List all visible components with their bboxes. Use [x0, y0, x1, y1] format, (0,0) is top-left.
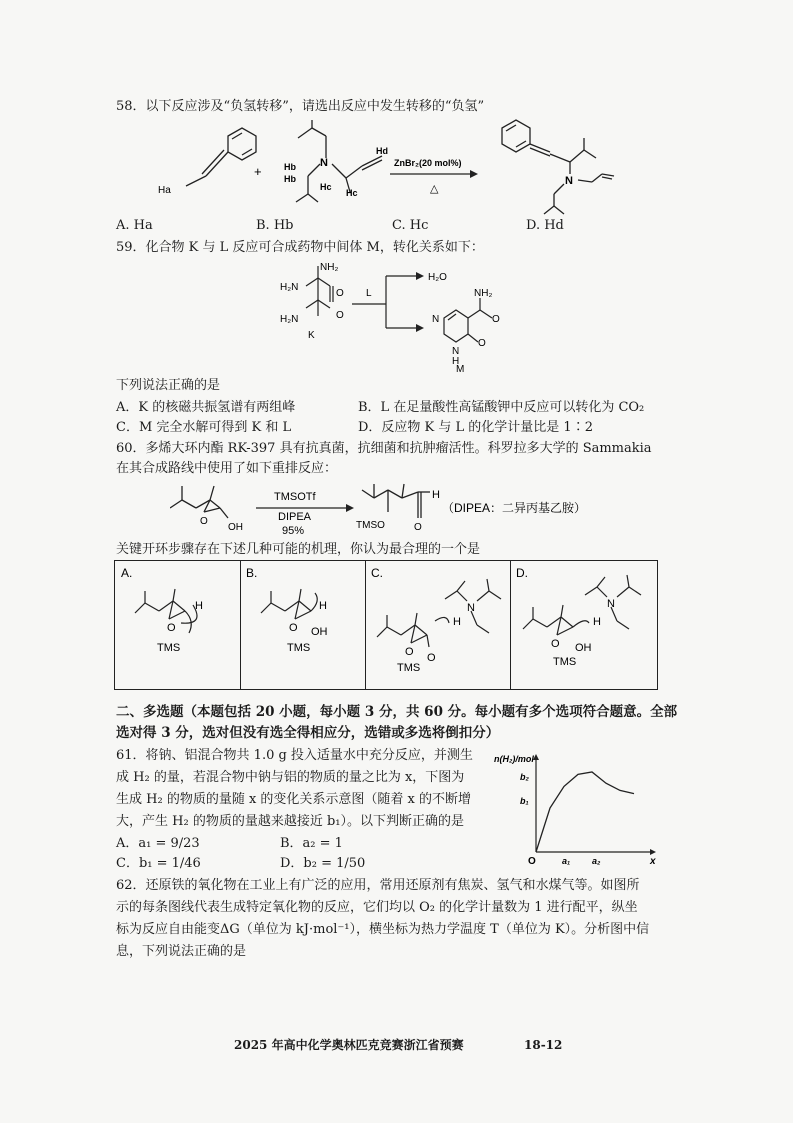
mechanism-b[interactable]	[246, 566, 328, 654]
dipea-note: （DIPEA：二异丙基乙胺）	[442, 501, 587, 515]
q58-option-d[interactable]: D. Hd	[526, 218, 564, 233]
m-label: M	[456, 364, 465, 375]
svg-text:H: H	[432, 489, 440, 501]
svg-text:C.: C.	[371, 566, 383, 580]
svg-text:Hd: Hd	[376, 146, 388, 156]
h2-curve	[536, 772, 634, 852]
x-tick-a1: a₁	[562, 856, 571, 866]
svg-text:TMSOTf: TMSOTf	[274, 491, 316, 503]
x-tick-a2: a₂	[592, 856, 601, 866]
q61-line2: 成 H₂ 的量，若混合物中钠与铝的物质的量之比为 x，下图为	[116, 770, 465, 785]
q58-option-c[interactable]: C. Hc	[392, 218, 429, 233]
svg-text:O: O	[336, 310, 344, 321]
svg-text:H: H	[452, 356, 460, 367]
mechanism-d[interactable]	[516, 566, 641, 668]
svg-text:N: N	[432, 314, 440, 325]
q59-option-b[interactable]: B．L 在足量酸性高锰酸钾中反应可以转化为 CO₂	[358, 400, 645, 415]
svg-text:Hc: Hc	[346, 188, 358, 198]
svg-text:ZnBr₂(20 mol%): ZnBr₂(20 mol%)	[394, 158, 462, 168]
q60-question: 关键开环步骤存在下述几种可能的机理，你认为最合理的一个是	[116, 542, 481, 557]
svg-text:N: N	[320, 157, 328, 169]
q62-line4: 息，下列说法正确的是	[116, 944, 247, 959]
svg-text:TMS: TMS	[397, 662, 421, 674]
svg-text:TMSO: TMSO	[356, 520, 385, 531]
svg-text:H₂O: H₂O	[428, 272, 447, 283]
svg-text:N: N	[607, 598, 615, 610]
svg-text:OH: OH	[228, 522, 243, 533]
ha-label: Ha	[158, 185, 171, 196]
q59-option-c[interactable]: C．M 完全水解可得到 K 和 L	[116, 420, 292, 435]
svg-text:OH: OH	[575, 642, 592, 654]
svg-text:O: O	[478, 338, 486, 349]
svg-text:△: △	[430, 183, 439, 195]
q58-stem: 58．以下反应涉及“负氢转移”，请选出反应中发生转移的“负氢”	[116, 99, 485, 114]
x-axis-label: x	[650, 856, 656, 867]
mechanism-table	[114, 560, 658, 690]
svg-text:O: O	[200, 516, 208, 527]
page-number: 18-12	[524, 1038, 563, 1052]
q61-option-a[interactable]: A．a₁ = 9/23	[116, 836, 200, 851]
svg-text:O: O	[414, 522, 422, 533]
svg-text:N: N	[467, 602, 475, 614]
svg-text:TMS: TMS	[287, 642, 311, 654]
section2-heading-line2: 选对得 3 分，选对但没有选全得相应分，选错或多选将倒扣分）	[116, 725, 500, 741]
q61-option-b[interactable]: B．a₂ = 1	[280, 836, 343, 851]
l-label: L	[366, 288, 372, 299]
q61-chart	[490, 752, 660, 870]
svg-text:OH: OH	[311, 626, 328, 638]
svg-text:H₂N: H₂N	[280, 314, 299, 325]
mechanism-a[interactable]	[121, 566, 203, 654]
q59-intro: 下列说法正确的是	[116, 378, 221, 393]
svg-text:O: O	[167, 622, 176, 634]
q61-option-d[interactable]: D．b₂ = 1/50	[280, 856, 366, 871]
svg-text:Hb: Hb	[284, 174, 296, 184]
svg-text:H: H	[453, 616, 461, 628]
q62-line3: 标为反应自由能变ΔG（单位为 kJ·mol⁻¹），横坐标为热力学温度 T（单位为 K）。分析图中信	[116, 922, 650, 937]
svg-text:DIPEA: DIPEA	[278, 511, 312, 523]
q60-stem-line1: 60．多烯大环内酯 RK-397 具有抗真菌，抗细菌和抗肿瘤活性。科罗拉多大学的 Sammakia	[116, 441, 652, 456]
q58-option-b[interactable]: B. Hb	[256, 218, 294, 233]
svg-text:H₂N: H₂N	[280, 282, 299, 293]
svg-text:TMS: TMS	[553, 656, 577, 668]
q59-option-d[interactable]: D．反应物 K 与 L 的化学计量比是 1∶2	[358, 420, 593, 435]
svg-text:H: H	[593, 616, 601, 628]
y-tick-b2: b₂	[520, 772, 529, 782]
svg-text:O: O	[427, 652, 436, 664]
q58-option-a[interactable]: A. Ha	[116, 218, 153, 233]
svg-text:H: H	[195, 600, 203, 612]
footer-title: 2025 年高中化学奥林匹克竞赛浙江省预赛	[234, 1038, 464, 1052]
svg-text:B.: B.	[246, 566, 258, 580]
svg-text:H: H	[319, 600, 327, 612]
svg-text:95%: 95%	[282, 525, 305, 537]
svg-text:O: O	[405, 646, 414, 658]
mechanism-c[interactable]	[371, 566, 501, 674]
q61-line1: 61．将钠、铝混合物共 1.0 g 投入适量水中充分反应，并测生	[116, 748, 473, 763]
k-label: K	[308, 330, 315, 341]
q61-line3: 生成 H₂ 的物质的量随 x 的变化关系示意图（随着 x 的不断增	[116, 792, 472, 807]
q58-reaction-scheme	[150, 118, 670, 218]
svg-text:NH₂: NH₂	[474, 288, 493, 299]
svg-text:+: +	[254, 164, 262, 179]
svg-text:O: O	[551, 638, 560, 650]
q59-stem: 59．化合物 K 与 L 反应可合成药物中间体 M，转化关系如下：	[116, 240, 484, 255]
svg-text:D.: D.	[516, 566, 528, 580]
y-tick-b1: b₁	[520, 796, 529, 806]
y-axis-label: n(H₂)/mol	[494, 754, 534, 764]
q61-line4: 大，产生 H₂ 的物质的量越来越接近 b₁）。以下判断正确的是	[116, 814, 464, 829]
svg-text:NH₂: NH₂	[320, 262, 339, 273]
q62-line1: 62．还原铁的氧化物在工业上有广泛的应用，常用还原剂有焦炭、氢气和水煤气等。如图所	[116, 878, 640, 893]
origin-label: O	[528, 856, 536, 867]
svg-text:N: N	[565, 175, 573, 187]
svg-text:O: O	[492, 314, 500, 325]
q60-reaction-scheme	[170, 478, 630, 540]
q60-stem-line2: 在其合成路线中使用了如下重排反应：	[116, 461, 338, 476]
svg-text:O: O	[336, 288, 344, 299]
q59-option-a[interactable]: A．K 的核磁共振氢谱有两组峰	[116, 400, 296, 415]
svg-text:O: O	[289, 622, 298, 634]
svg-text:A.: A.	[121, 566, 133, 580]
q61-option-c[interactable]: C．b₁ = 1/46	[116, 856, 201, 871]
q59-reaction-scheme	[270, 256, 530, 376]
q62-line2: 示的每条图线代表生成特定氧化物的反应，它们均以 O₂ 的化学计量数为 1 进行配平，纵坐	[116, 900, 638, 915]
svg-text:Hb: Hb	[284, 162, 296, 172]
svg-text:Hc: Hc	[320, 182, 332, 192]
mechanism-drawings	[115, 561, 657, 689]
svg-text:TMS: TMS	[157, 642, 181, 654]
svg-text:N: N	[452, 346, 460, 357]
section2-heading-line1: 二、多选题（本题包括 20 小题，每小题 3 分，共 60 分。每小题有多个选项符合题意。全部	[116, 704, 678, 720]
